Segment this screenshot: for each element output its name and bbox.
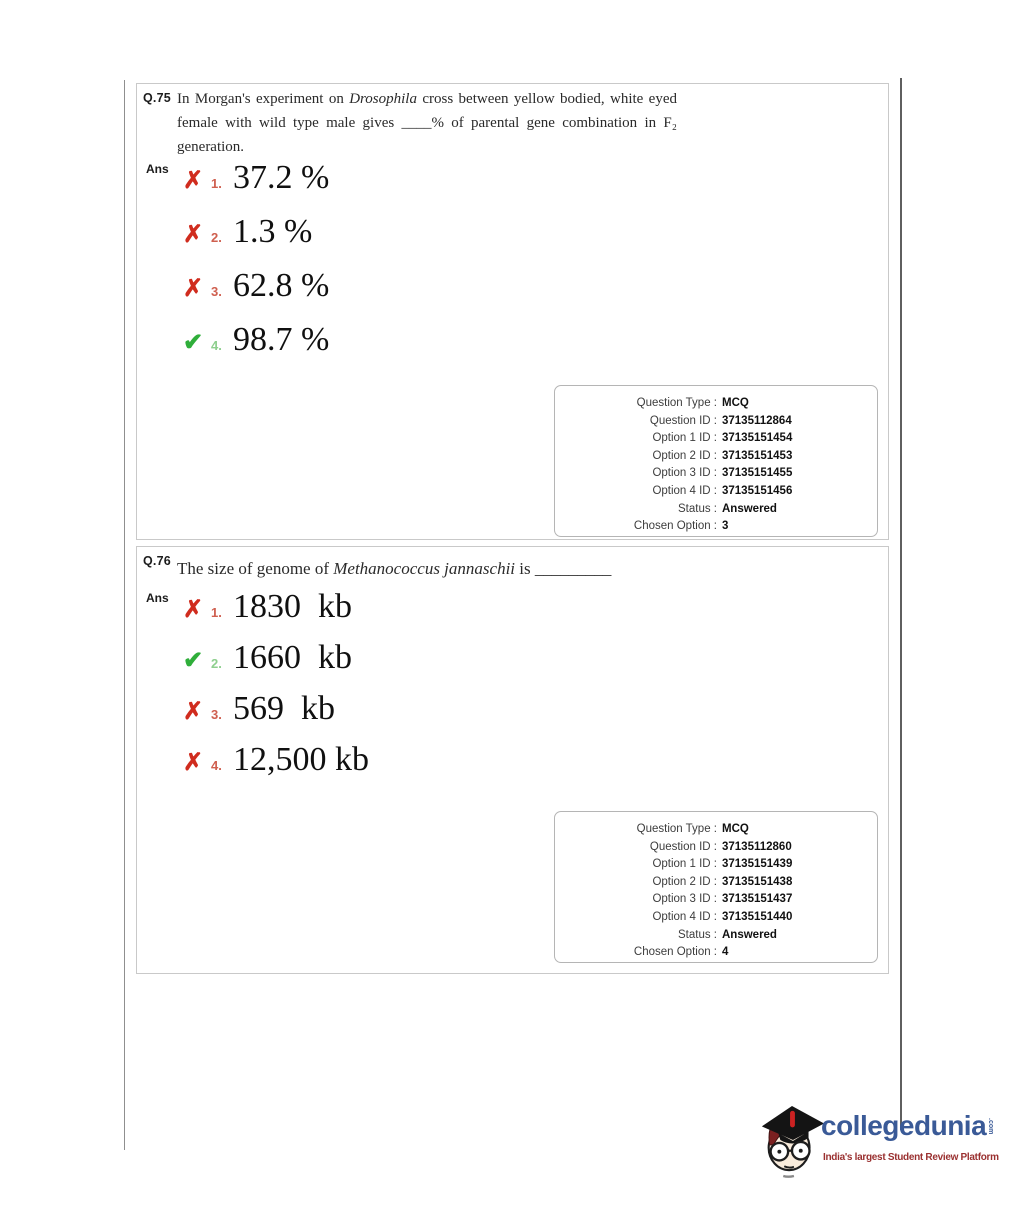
question-text bbox=[177, 87, 677, 159]
meta-row-status: Status : Answered bbox=[678, 928, 777, 941]
option-row-4 bbox=[183, 740, 369, 780]
question-text-italic: Drosophila bbox=[349, 91, 417, 107]
meta-row-option4-id: Option 4 ID : 37135151456 bbox=[652, 484, 793, 497]
meta-row-question-id: Question ID : 37135112864 bbox=[649, 414, 792, 427]
options-list bbox=[183, 158, 329, 374]
question-card-75 bbox=[136, 83, 889, 540]
option-text: 12,500 kb bbox=[233, 741, 369, 778]
meta-row-option1-id: Option 1 ID : 37135151454 bbox=[652, 432, 793, 445]
meta-row-option3-id: Option 3 ID : 37135151455 bbox=[652, 467, 793, 480]
meta-row-option3-id: Option 3 ID : 37135151437 bbox=[652, 893, 793, 906]
answer-label: Ans bbox=[146, 591, 169, 605]
wrong-cross-icon: ✗ bbox=[183, 167, 204, 194]
meta-row-chosen-option: Chosen Option : 3 bbox=[633, 520, 729, 533]
meta-row-option4-id: Option 4 ID : 37135151440 bbox=[652, 910, 793, 923]
option-text: 62.8 % bbox=[233, 267, 330, 304]
brand-domain: .com bbox=[987, 1118, 994, 1135]
option-text: 1660 kb bbox=[233, 639, 352, 676]
option-number: 2. bbox=[211, 656, 222, 671]
brand-name: collegedunia bbox=[821, 1110, 987, 1141]
question-text-italic: Methanococcus jannaschii bbox=[333, 559, 516, 578]
left-page-rule bbox=[124, 80, 125, 1150]
wrong-cross-icon: ✗ bbox=[183, 275, 204, 302]
answer-label: Ans bbox=[146, 162, 169, 176]
meta-row-question-type: Question Type : MCQ bbox=[636, 397, 749, 409]
correct-check-icon: ✔ bbox=[183, 647, 204, 674]
option-row-4 bbox=[183, 320, 329, 360]
question-number: Q.76 bbox=[143, 554, 171, 568]
option-number: 4. bbox=[211, 338, 222, 353]
option-text: 1830 kb bbox=[233, 588, 352, 625]
question-text-pre: The size of genome of bbox=[177, 559, 334, 578]
meta-row-option2-id: Option 2 ID : 37135151453 bbox=[652, 449, 793, 462]
question-number: Q.75 bbox=[143, 91, 171, 105]
option-number: 4. bbox=[211, 758, 222, 773]
question-text-post: is _________ bbox=[515, 559, 612, 578]
meta-row-question-type: Question Type : MCQ bbox=[636, 823, 749, 835]
option-row-1 bbox=[183, 587, 369, 627]
option-text: 98.7 % bbox=[233, 321, 330, 358]
brand-tagline: India's largest Student Review Platform bbox=[823, 1152, 999, 1163]
mascot-icon bbox=[757, 1102, 827, 1178]
wrong-cross-icon: ✗ bbox=[183, 749, 204, 776]
question-metadata-box bbox=[554, 385, 878, 537]
question-card-76 bbox=[136, 546, 889, 974]
option-text: 569 kb bbox=[233, 690, 335, 727]
option-number: 1. bbox=[211, 605, 222, 620]
option-row-3 bbox=[183, 689, 369, 729]
option-row-2 bbox=[183, 212, 329, 252]
right-page-rule bbox=[900, 78, 902, 1130]
question-text-pre: In Morgan's experiment on bbox=[177, 91, 350, 107]
wrong-cross-icon: ✗ bbox=[183, 221, 204, 248]
meta-row-status: Status : Answered bbox=[678, 502, 777, 515]
option-number: 1. bbox=[211, 176, 222, 191]
option-number: 3. bbox=[211, 284, 222, 299]
option-row-2 bbox=[183, 638, 369, 678]
option-number: 3. bbox=[211, 707, 222, 722]
option-row-1 bbox=[183, 158, 329, 198]
wrong-cross-icon: ✗ bbox=[183, 698, 204, 725]
meta-row-chosen-option: Chosen Option : 4 bbox=[633, 946, 729, 959]
question-text bbox=[177, 557, 697, 581]
option-text: 1.3 % bbox=[233, 213, 313, 250]
meta-row-question-id: Question ID : 37135112860 bbox=[649, 840, 792, 853]
option-number: 2. bbox=[211, 230, 222, 245]
question-metadata-box bbox=[554, 811, 878, 963]
wrong-cross-icon: ✗ bbox=[183, 596, 204, 623]
correct-check-icon: ✔ bbox=[183, 329, 204, 356]
meta-row-option2-id: Option 2 ID : 37135151438 bbox=[652, 875, 793, 888]
option-row-3 bbox=[183, 266, 329, 306]
option-text: 37.2 % bbox=[233, 159, 330, 196]
question-text-post: cross between yellow bodied, white eyed female with wild type male gives ____% of parental gene combination in F₂ generation. bbox=[177, 91, 678, 155]
collegedunia-logo bbox=[757, 1100, 1025, 1190]
options-list bbox=[183, 587, 369, 791]
meta-row-option1-id: Option 1 ID : 37135151439 bbox=[652, 858, 793, 871]
